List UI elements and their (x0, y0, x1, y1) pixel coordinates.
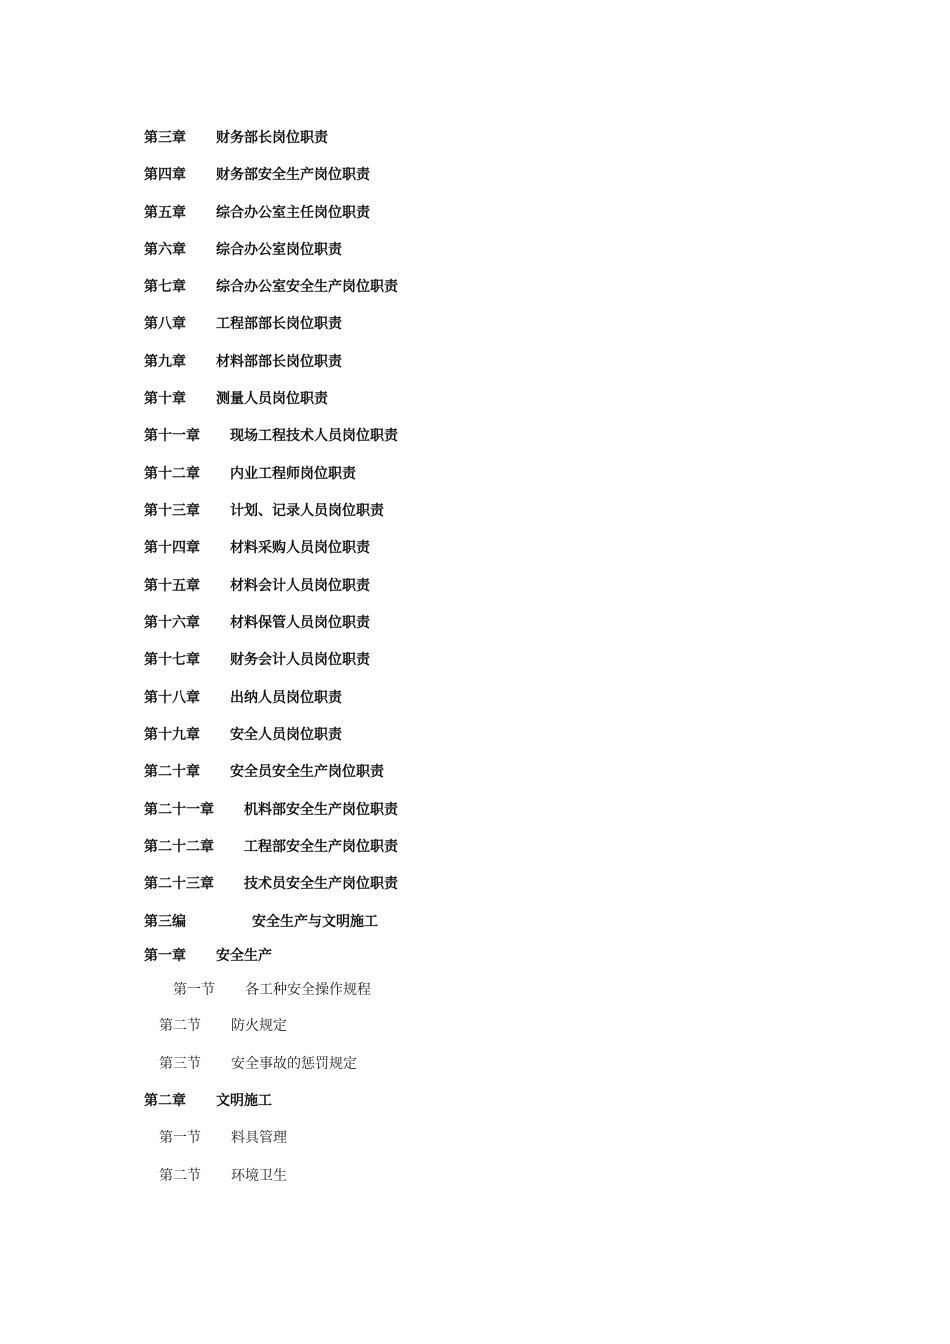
toc-entry (144, 539, 370, 557)
toc-entry-number: 第二十章 (144, 764, 200, 780)
toc-entry-title: 计划、记录人员岗位职责 (230, 503, 384, 519)
toc-entry-title: 工程部部长岗位职责 (216, 316, 342, 332)
toc-section-title: 防火规定 (231, 1018, 287, 1034)
toc-entry-number: 第四章 (144, 167, 186, 183)
toc-entry-title: 内业工程师岗位职责 (230, 466, 356, 482)
toc-entry-number: 第三章 (144, 130, 186, 146)
toc-entry-title: 文明施工 (216, 1093, 272, 1109)
toc-entry-title: 安全人员岗位职责 (230, 727, 342, 743)
toc-entry (144, 166, 370, 184)
toc-section-number: 第三节 (159, 1056, 201, 1072)
toc-entry-number: 第十七章 (144, 652, 200, 668)
toc-section (173, 981, 371, 999)
toc-entry (144, 947, 272, 965)
toc-entry (144, 875, 398, 893)
toc-entry-number: 第十一章 (144, 428, 200, 444)
toc-section-number: 第二节 (159, 1168, 201, 1184)
toc-entry-title: 出纳人员岗位职责 (230, 690, 342, 706)
toc-entry-number: 第十二章 (144, 466, 200, 482)
toc-entry-number: 第七章 (144, 279, 186, 295)
toc-section (159, 1129, 287, 1147)
toc-section-number: 第一节 (173, 982, 215, 998)
toc-entry-title: 材料采购人员岗位职责 (230, 540, 370, 556)
toc-entry (144, 801, 398, 819)
toc-entry-number: 第十八章 (144, 690, 200, 706)
toc-entry-title: 现场工程技术人员岗位职责 (230, 428, 398, 444)
toc-entry-number: 第三编 (144, 914, 186, 930)
toc-entry (144, 390, 328, 408)
toc-entry-number: 第十五章 (144, 578, 200, 594)
toc-entry-number: 第十六章 (144, 615, 200, 631)
toc-entry (144, 726, 342, 744)
toc-entry-number: 第九章 (144, 354, 186, 370)
toc-entry (144, 129, 328, 147)
toc-section (159, 1055, 357, 1073)
toc-entry (144, 204, 370, 222)
toc-entry-title: 财务部长岗位职责 (216, 130, 328, 146)
toc-section-title: 各工种安全操作规程 (245, 982, 371, 998)
toc-entry-title: 财务部安全生产岗位职责 (216, 167, 370, 183)
toc-entry-number: 第十九章 (144, 727, 200, 743)
toc-entry (144, 353, 342, 371)
toc-entry-number: 第二章 (144, 1093, 186, 1109)
toc-entry-number: 第八章 (144, 316, 186, 332)
toc-entry (144, 1092, 272, 1110)
toc-entry-title: 材料会计人员岗位职责 (230, 578, 370, 594)
toc-entry-title: 综合办公室岗位职责 (216, 242, 342, 258)
toc-section-number: 第二节 (159, 1018, 201, 1034)
toc-entry (144, 427, 398, 445)
toc-entry-title: 安全生产与文明施工 (252, 914, 378, 930)
toc-entry-title: 安全员安全生产岗位职责 (230, 764, 384, 780)
toc-entry-number: 第五章 (144, 205, 186, 221)
toc-entry-title: 材料部部长岗位职责 (216, 354, 342, 370)
toc-entry (144, 315, 342, 333)
toc-entry-number: 第一章 (144, 948, 186, 964)
toc-entry-title: 技术员安全生产岗位职责 (244, 876, 398, 892)
toc-section-title: 料具管理 (231, 1130, 287, 1146)
toc-part-heading (144, 913, 378, 931)
toc-entry-title: 机料部安全生产岗位职责 (244, 802, 398, 818)
toc-entry-title: 材料保管人员岗位职责 (230, 615, 370, 631)
toc-section-number: 第一节 (159, 1130, 201, 1146)
toc-entry (144, 689, 342, 707)
toc-entry (144, 763, 384, 781)
toc-entry-number: 第六章 (144, 242, 186, 258)
toc-entry-title: 工程部安全生产岗位职责 (244, 839, 398, 855)
toc-entry-number: 第二十二章 (144, 839, 214, 855)
toc-entry-title: 安全生产 (216, 948, 272, 964)
toc-entry (144, 614, 370, 632)
toc-section (159, 1167, 287, 1185)
toc-section-title: 安全事故的惩罚规定 (231, 1056, 357, 1072)
toc-entry-title: 测量人员岗位职责 (216, 391, 328, 407)
toc-entry (144, 838, 398, 856)
toc-entry (144, 577, 370, 595)
toc-entry-title: 综合办公室安全生产岗位职责 (216, 279, 398, 295)
toc-entry (144, 502, 384, 520)
toc-entry-title: 综合办公室主任岗位职责 (216, 205, 370, 221)
toc-entry-number: 第十四章 (144, 540, 200, 556)
toc-entry (144, 651, 370, 669)
toc-entry-title: 财务会计人员岗位职责 (230, 652, 370, 668)
toc-entry (144, 465, 356, 483)
toc-entry (144, 278, 398, 296)
toc-entry-number: 第十章 (144, 391, 186, 407)
toc-entry-number: 第二十三章 (144, 876, 214, 892)
toc-entry-number: 第十三章 (144, 503, 200, 519)
toc-section-title: 环境卫生 (231, 1168, 287, 1184)
toc-entry (144, 241, 342, 259)
toc-entry-number: 第二十一章 (144, 802, 214, 818)
toc-section (159, 1017, 287, 1035)
